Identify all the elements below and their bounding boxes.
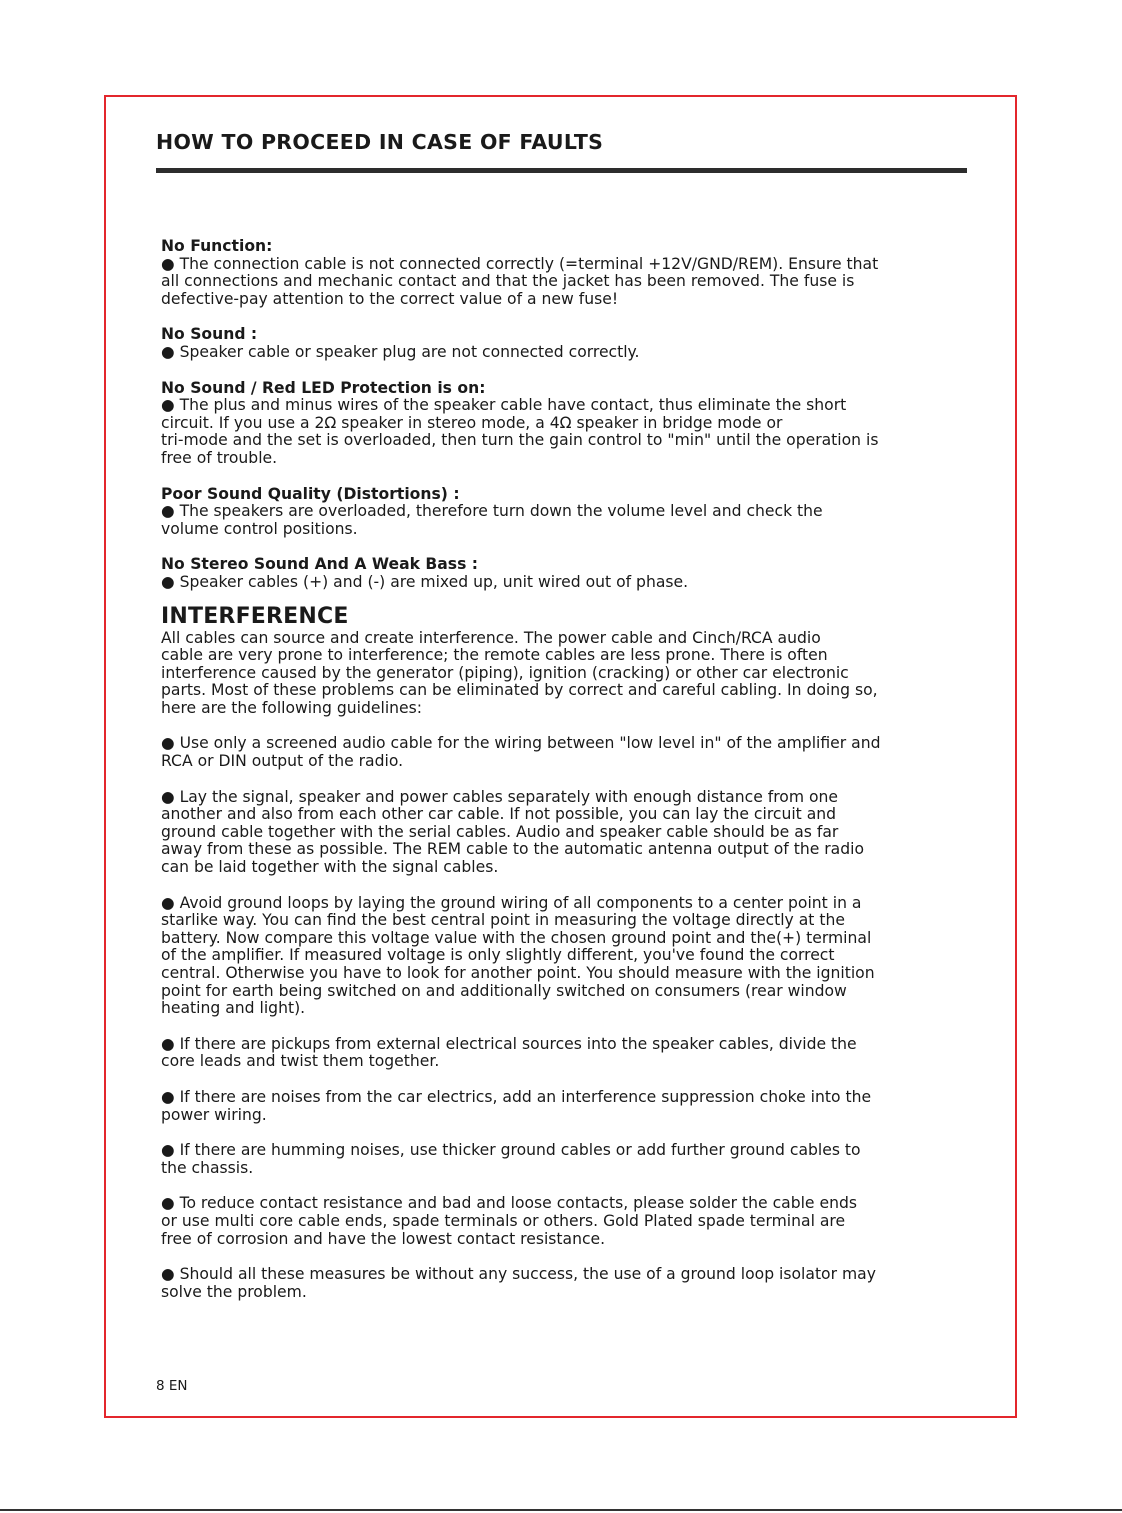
fault-heading: No Function:: [161, 237, 273, 255]
guideline-item: ● Avoid ground loops by laying the ground wiring of all components to a center point in a starlike way. You can find the best central point in measuring the voltage directly at the battery. Now compare this voltage value with the chosen ground point and the(+) terminal of the amplifier. If measured voltage is only slightly different, you've found the correct central. Otherwise you have to look for another point. You should measure with the ignition point for earth being switched on and additionally switched on consumers (rear window heating and light).: [161, 893, 875, 1018]
page-number: 8 EN: [156, 1378, 188, 1394]
page-title: HOW TO PROCEED IN CASE OF FAULTS: [156, 130, 604, 154]
fault-text: ● The connection cable is not connected correctly (=terminal +12V/GND/REM). Ensure that all connections and mechanic contact and that the jacket has been removed. The fuse is defective-pay attention to the correct value of a new fuse!: [161, 254, 879, 308]
fault-heading: No Sound / Red LED Protection is on:: [161, 378, 486, 397]
guideline-item: ● Lay the signal, speaker and power cables separately with enough distance from one another and also from each other car cable. If not possible, you can lay the circuit and ground cable together with the serial cables. Audio and speaker cable should be as far away from these as possible. The REM cable to the automatic antenna output of the radio can be laid together with the signal cables.: [161, 787, 864, 877]
interference-heading: INTERFERENCE: [161, 603, 349, 629]
fault-poor-sound-quality: [161, 486, 969, 539]
fault-no-function: [161, 238, 969, 308]
fault-no-stereo-sound: [161, 556, 969, 591]
fault-text: ● The speakers are overloaded, therefore turn down the volume level and check the volume control positions.: [161, 502, 823, 538]
fault-heading: No Stereo Sound And A Weak Bass :: [161, 555, 479, 574]
guideline-item: ● Use only a screened audio cable for the wiring between "low level in" of the amplifier and RCA or DIN output of the radio.: [161, 734, 881, 771]
fault-text: ● The plus and minus wires of the speaker cable have contact, thus eliminate the short circuit. If you use a 2Ω speaker in stereo mode, a 4Ω speaker in bridge mode or tri-mode and the set is overloaded, then turn the gain control to "min" until the operation is free of trouble.: [161, 396, 879, 467]
guideline-item: ● To reduce contact resistance and bad and loose contacts, please solder the cable ends or use multi core cable ends, spade terminals or others. Gold Plated spade terminal are free of corrosion and have the lowest contact resistance.: [161, 1194, 857, 1248]
page-content: [161, 238, 969, 1301]
fault-text: ● Speaker cables (+) and (-) are mixed up, unit wired out of phase.: [161, 572, 689, 591]
fault-text: ● Speaker cable or speaker plug are not connected correctly.: [161, 342, 640, 361]
fault-red-led-protection: [161, 380, 969, 468]
bottom-edge-line: [0, 1509, 1122, 1511]
guideline-item: ● Should all these measures be without any success, the use of a ground loop isolator may solve the problem.: [161, 1265, 876, 1301]
title-underline: [156, 168, 967, 173]
guideline-item: ● If there are noises from the car electrics, add an interference suppression choke into the power wiring.: [161, 1087, 872, 1124]
interference-intro: All cables can source and create interference. The power cable and Cinch/RCA audio cable are very prone to interference; the remote cables are less prone. There is often interference caused by the generator (piping), ignition (cracking) or other car electronic parts. Most of these problems can be eliminated by correct and careful cabling. In doing so, here are the following guidelines:: [161, 628, 878, 717]
fault-no-sound: [161, 326, 969, 361]
fault-heading: No Sound :: [161, 325, 258, 344]
interference-section: [161, 604, 969, 1302]
fault-heading: Poor Sound Quality (Distortions) :: [161, 484, 460, 503]
guideline-item: ● If there are humming noises, use thicker ground cables or add further ground cables to the chassis.: [161, 1141, 861, 1177]
guideline-item: ● If there are pickups from external electrical sources into the speaker cables, divide the core leads and twist them together.: [161, 1034, 857, 1071]
